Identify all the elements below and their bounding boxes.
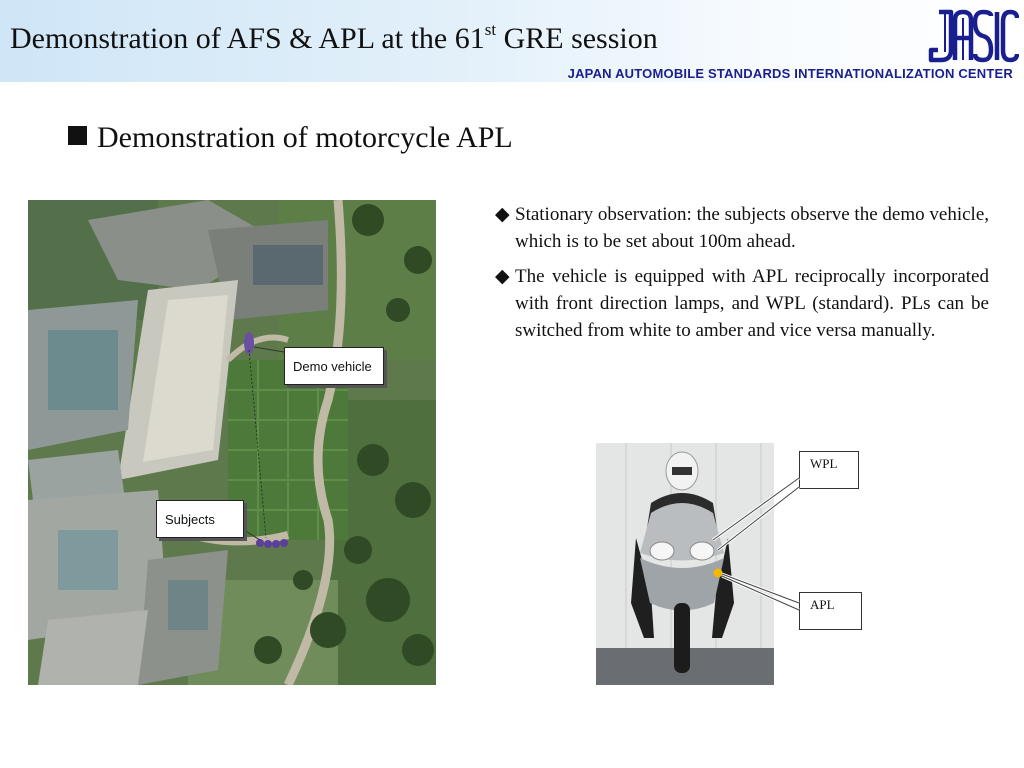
wpl-label: WPL (799, 451, 859, 489)
jasic-logo (925, 6, 1019, 64)
motorcycle-photo (596, 443, 774, 685)
diamond-bullet-icon: ◆ (495, 266, 510, 287)
square-bullet-icon (68, 126, 87, 145)
organization-name: JAPAN AUTOMOBILE STANDARDS INTERNATIONALIZATION CENTER (567, 66, 1013, 81)
aerial-photo (28, 200, 436, 685)
bullet-list (495, 201, 989, 352)
diamond-bullet-icon: ◆ (495, 204, 510, 225)
section-heading: Demonstration of motorcycle APL (68, 121, 513, 155)
demo-vehicle-callout: Demo vehicle (284, 347, 384, 385)
apl-label: APL (799, 592, 862, 630)
bullet-vehicle-equipment: ◆ The vehicle is equipped with APL reciprocally incorporated with front direction lamps, and WPL (standard). PLs can be switched from white to amber and vice versa manually. (495, 263, 989, 344)
slide-title: Demonstration of AFS & APL at the 61st GRE session (10, 20, 658, 55)
subjects-callout: Subjects (156, 500, 244, 538)
bullet-stationary-observation: ◆ Stationary observation: the subjects observe the demo vehicle, which is to be set about 100m ahead. (495, 201, 989, 255)
